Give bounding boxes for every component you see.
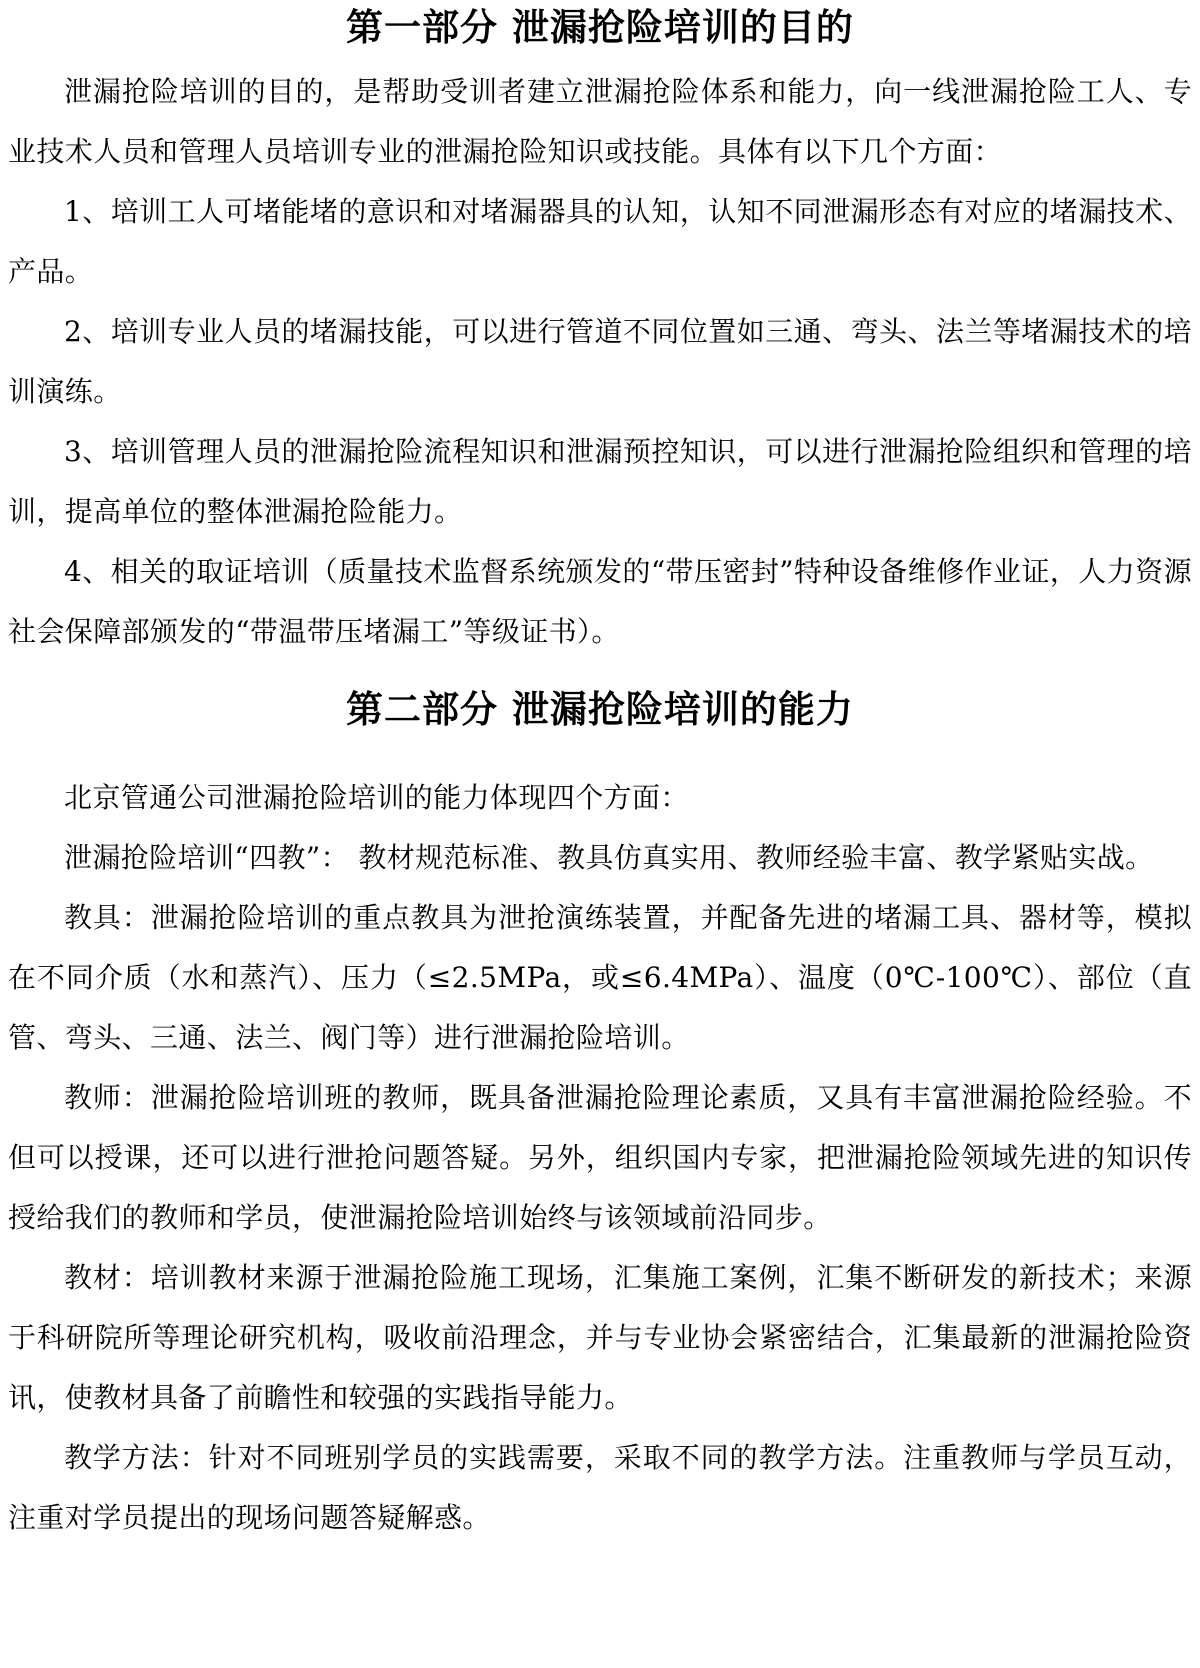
section-2-paragraph-teaching-methods: 教学方法：针对不同班别学员的实践需要，采取不同的教学方法。注重教师与学员互动，注重对学员提出的现场问题答疑解惑。 (8, 1441, 1192, 1534)
section-2-paragraph-textbooks: 教材：培训教材来源于泄漏抢险施工现场，汇集施工案例，汇集不断研发的新技术；来源于科研院所等理论研究机构，吸收前沿理念，并与专业协会紧密结合，汇集最新的泄漏抢险资讯，使教材具备了前瞻性和较强的实践指导能力。 (8, 1261, 1192, 1414)
section-1-paragraph-item-4: 4、相关的取证培训（质量技术监督系统颁发的“带压密封”特种设备维修作业证，人力资源社会保障部颁发的“带温带压堵漏工”等级证书）。 (8, 555, 1192, 648)
section-2-title: 第二部分 泄漏抢险培训的能力 (346, 688, 854, 731)
section-2-body (8, 768, 1192, 1548)
section-1-paragraph-item-1: 1、培训工人可堵能堵的意识和对堵漏器具的认知，认知不同泄漏形态有对应的堵漏技术、产品。 (8, 195, 1192, 288)
section-1-title: 第一部分 泄漏抢险培训的目的 (346, 6, 854, 49)
section-1-paragraph-item-2: 2、培训专业人员的堵漏技能，可以进行管道不同位置如三通、弯头、法兰等堵漏技术的培训演练。 (8, 315, 1192, 408)
section-1-paragraph-item-3: 3、培训管理人员的泄漏抢险流程知识和泄漏预控知识，可以进行泄漏抢险组织和管理的培训，提高单位的整体泄漏抢险能力。 (8, 435, 1192, 528)
section-2-paragraph-teaching-aids: 教具：泄漏抢险培训的重点教具为泄抢演练装置，并配备先进的堵漏工具、器材等，模拟在不同介质（水和蒸汽）、压力（≤2.5MPa，或≤6.4MPa）、温度（0℃-100℃）、部位（直管、弯头、三通、法兰、阀门等）进行泄漏抢险培训。 (8, 901, 1192, 1054)
section-2-paragraph-four-teach: 泄漏抢险培训“四教”： 教材规范标准、教具仿真实用、教师经验丰富、教学紧贴实战。 (64, 841, 1154, 874)
section-2-paragraph-intro: 北京管通公司泄漏抢险培训的能力体现四个方面： (64, 781, 689, 814)
section-1-body (8, 62, 1192, 662)
section-1-paragraph-intro: 泄漏抢险培训的目的，是帮助受训者建立泄漏抢险体系和能力，向一线泄漏抢险工人、专业技术人员和管理人员培训专业的泄漏抢险知识或技能。具体有以下几个方面： (8, 75, 1192, 168)
section-2-paragraph-teachers: 教师：泄漏抢险培训班的教师，既具备泄漏抢险理论素质，又具有丰富泄漏抢险经验。不但可以授课，还可以进行泄抢问题答疑。另外，组织国内专家，把泄漏抢险领域先进的知识传授给我们的教师和学员，使泄漏抢险培训始终与该领域前沿同步。 (8, 1081, 1192, 1234)
